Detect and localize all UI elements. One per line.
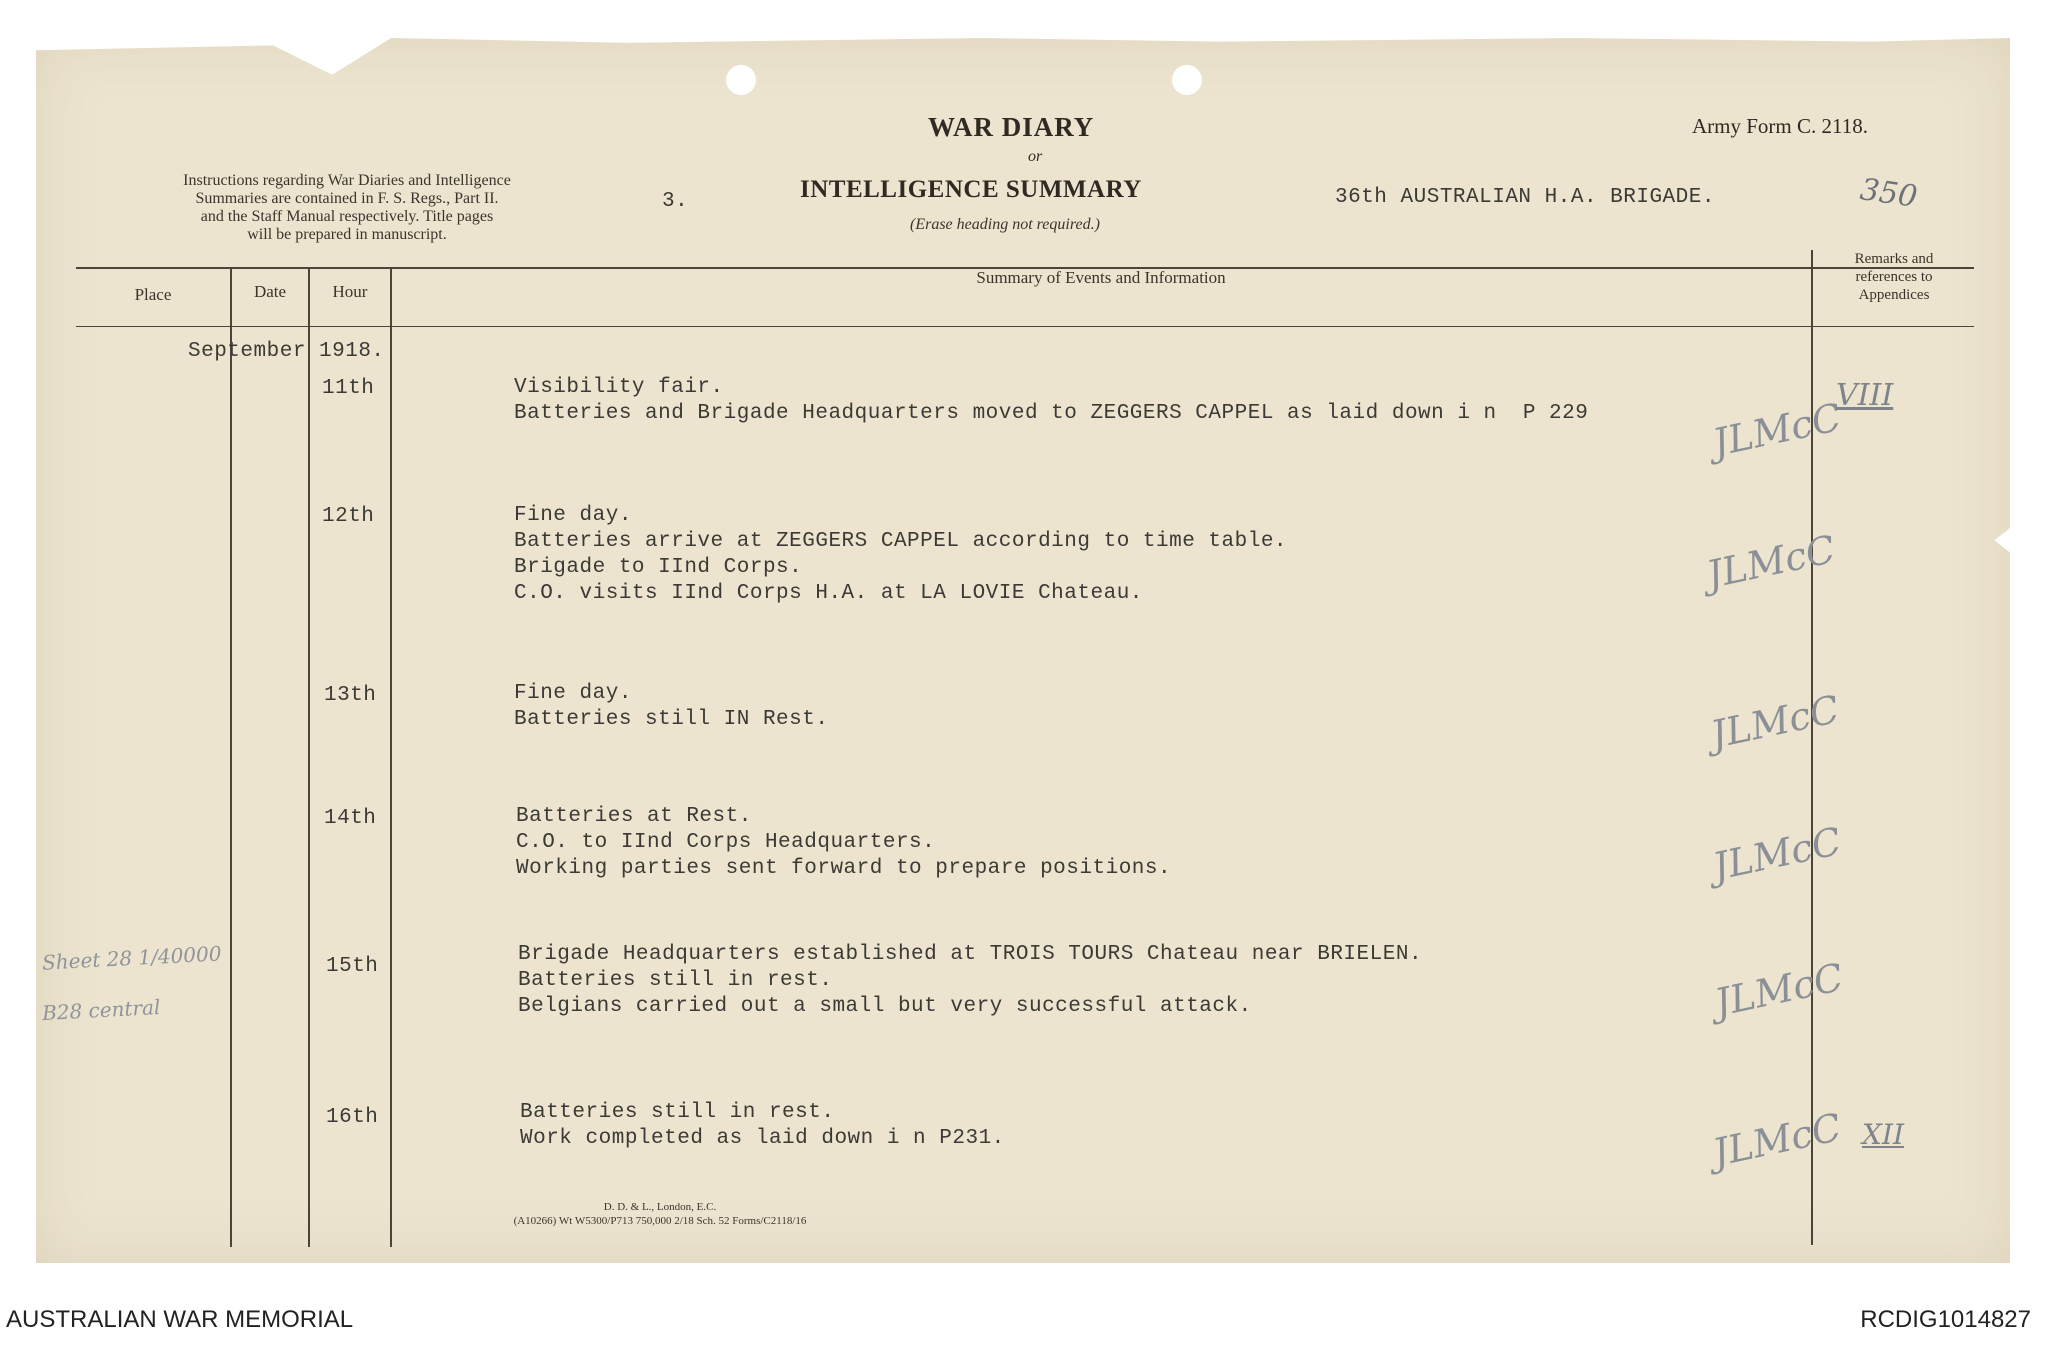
entry-text: Fine day. Batteries arrive at ZEGGERS CAPPEL according to time table. Brigade to IInd Corps. C.O. visits IInd Corps H.A. at LA LOVIE Chateau.: [514, 504, 1288, 605]
initials-signature: JLMcC: [1708, 818, 1845, 890]
punch-hole: [726, 65, 756, 95]
initials-signature: JLMcC: [1708, 394, 1845, 466]
footer-source: AUSTRALIAN WAR MEMORIAL: [6, 1306, 354, 1333]
col-header-hour: Hour: [332, 282, 368, 301]
entry-text: Brigade Headquarters established at TROIS TOURS Chateau near BRIELEN. Batteries still in rest. Belgians carried out a small but very successful attack.: [518, 943, 1423, 1018]
or-text: or: [1028, 148, 1043, 165]
entry-text: Batteries still in rest. Work completed as laid down i n P231.: [520, 1101, 1005, 1150]
remark-appendix: VIII: [1836, 378, 1894, 413]
entry-text: Fine day. Batteries still IN Rest.: [514, 682, 829, 731]
punch-hole: [1172, 65, 1202, 95]
col-header-remarks: Remarks and references to Appendices: [1854, 251, 1934, 303]
col-header-summary: Summary of Events and Information: [976, 268, 1226, 287]
instructions-block: Instructions regarding War Diaries and Intelligence Summaries are contained in F. S. Regs., Part II. and the Staff Manual respectively. Title pages will be prepared in manuscript.: [183, 172, 511, 243]
footer-id: RCDIG1014827: [1860, 1306, 2031, 1333]
page-number: 350: [1857, 172, 1920, 215]
place-note: Sheet 28 1/40000: [41, 941, 223, 975]
entry-day: 16th: [326, 1106, 379, 1129]
month-heading: September 1918.: [188, 340, 385, 363]
col-rule-place: [230, 267, 232, 1247]
entry-day: 12th: [322, 505, 375, 528]
diary-subtitle: INTELLIGENCE SUMMARY: [800, 176, 1142, 203]
entry-day: 13th: [324, 684, 377, 707]
initials-signature: JLMcC: [1706, 686, 1843, 758]
entry-day: 11th: [322, 377, 375, 400]
entry-day: 14th: [324, 807, 377, 830]
entry-text: Batteries at Rest. C.O. to IInd Corps Headquarters. Working parties sent forward to prepare positions.: [516, 805, 1172, 880]
initials-signature: JLMcC: [1702, 526, 1839, 598]
remark-appendix: XII: [1862, 1118, 1905, 1151]
erase-note: (Erase heading not required.): [910, 216, 1100, 233]
col-header-date: Date: [253, 282, 287, 301]
initials-signature: JLMcC: [1708, 1104, 1845, 1176]
header-rule: [76, 326, 1974, 327]
unit-name: 36th AUSTRALIAN H.A. BRIGADE.: [1335, 186, 1715, 209]
printer-imprint: D. D. & L., London, E.C. (A10266) Wt W5300/P713 750,000 2/18 Sch. 52 Forms/C2118/16: [513, 1201, 807, 1227]
entry-text: Visibility fair. Batteries and Brigade Headquarters moved to ZEGGERS CAPPEL as laid down i n P 229: [514, 376, 1589, 425]
col-rule-date: [308, 267, 310, 1247]
diary-title: WAR DIARY: [928, 112, 1095, 142]
entry-day: 15th: [326, 955, 379, 978]
col-header-place: Place: [134, 285, 172, 304]
initials-signature: JLMcC: [1710, 954, 1847, 1026]
place-note: B28 central: [41, 994, 161, 1026]
form-number: Army Form C. 2118.: [1692, 114, 1868, 138]
sheet-number: 3.: [662, 190, 689, 213]
col-rule-hour: [390, 267, 392, 1247]
